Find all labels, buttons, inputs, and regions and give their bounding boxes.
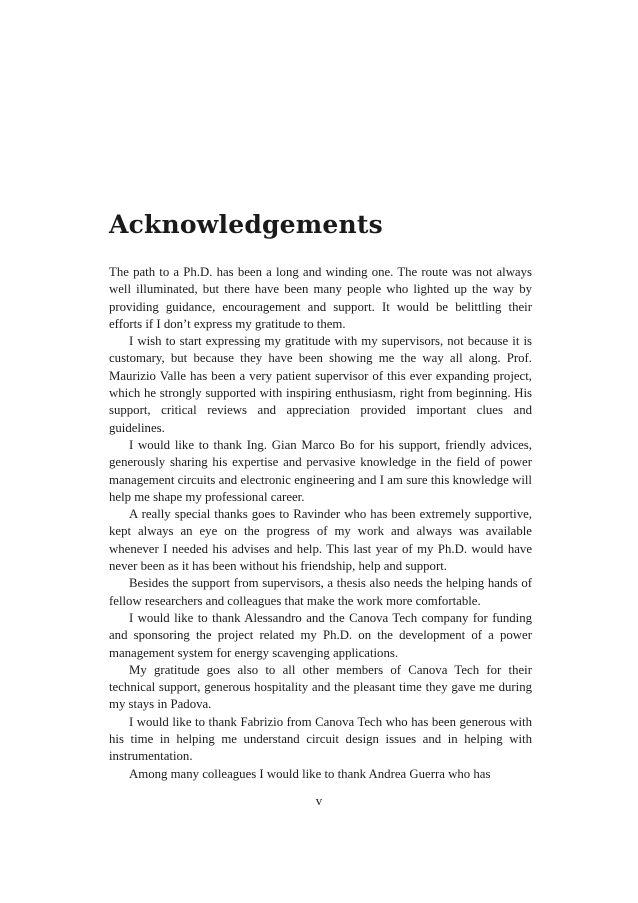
acknowledgements-body [109,264,532,783]
paragraph: I wish to start expressing my gratitude with my supervisors, not because it is customary, but because they have been showing me the way all along. Prof. Maurizio Valle has been a very patient supervisor of this ever expanding project, which he strongly supported with inspiring enthusiasm, right from beginning. His support, critical reviews and appreciation provided important clues and guidelines. [109,334,532,435]
page-number: v [315,794,323,808]
paragraph: I would like to thank Alessandro and the Canova Tech company for funding and sponsoring the project related my Ph.D. on the development of a power management system for energy scavenging applications. [109,610,532,660]
chapter-title: Acknowledgements [109,210,383,239]
paragraph: I would like to thank Fabrizio from Canova Tech who has been generous with his time in helping me understand circuit design issues and in helping with instrumentation. [109,714,532,764]
paragraph: My gratitude goes also to all other members of Canova Tech for their technical support, generous hospitality and the pleasant time they gave me during my stays in Padova. [109,662,532,712]
paragraph: The path to a Ph.D. has been a long and winding one. The route was not always well illuminated, but there have been many people who lighted up the way by providing guidance, encouragement and support. It would be belittling their efforts if I don’t express my gratitude to them. [109,265,532,331]
paragraph: Among many colleagues I would like to thank Andrea Guerra who has [129,766,491,781]
paragraph: I would like to thank Ing. Gian Marco Bo for his support, friendly advices, generously sharing his expertise and pervasive knowledge in the field of power management circuits and electronic engineering and I am sure this knowledge will help me shape my professional career. [109,437,532,504]
paragraph: Besides the support from supervisors, a thesis also needs the helping hands of fellow researchers and colleagues that make the work more comfortable. [109,576,532,608]
paragraph: A really special thanks goes to Ravinder who has been extremely supportive, kept always an eye on the progress of my work and always was available whenever I needed his advises and help. This last year of my Ph.D. would have never been as it has been without his friendship, help and support. [109,507,532,574]
